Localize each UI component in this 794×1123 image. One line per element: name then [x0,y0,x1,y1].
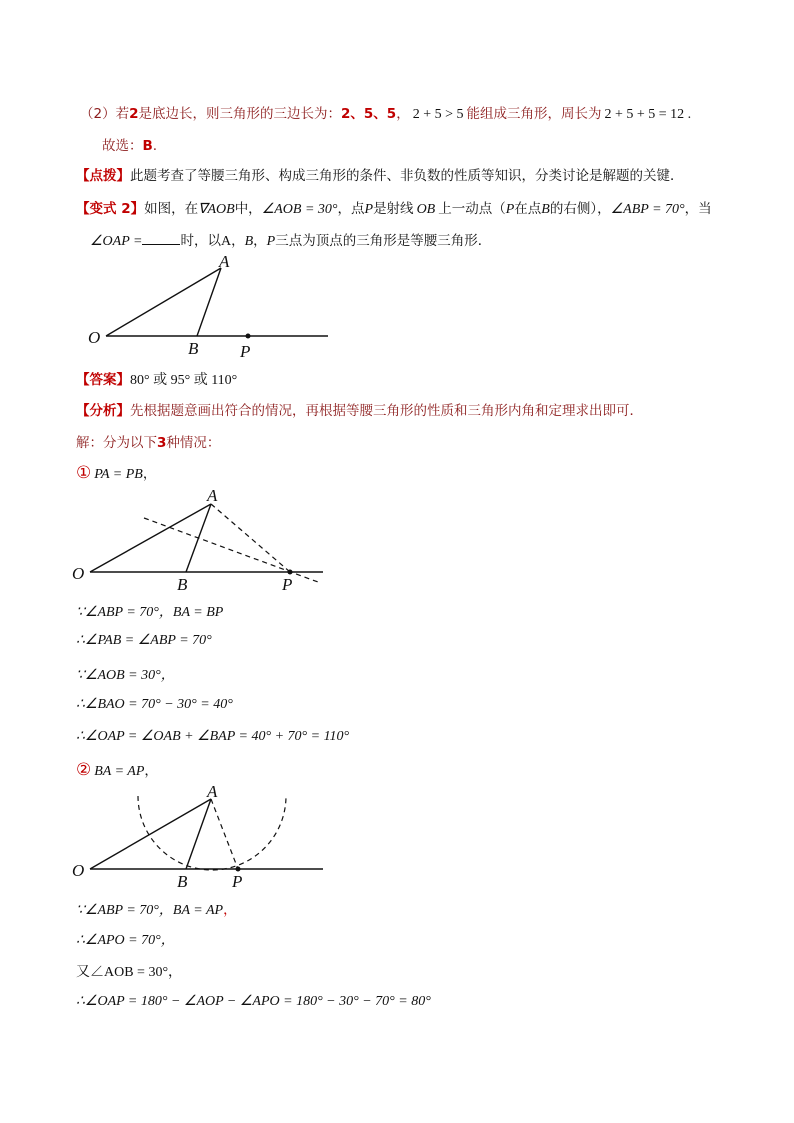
label-a: A [207,486,218,505]
text: 先根据题意画出符合的情况，再根据等腰三角形的性质和三角形内角和定理求出即可． [130,403,643,419]
text: ， [253,233,267,249]
label-b: B [177,872,188,891]
math: P [505,202,515,217]
text: 解：分为以下 [76,435,157,451]
segment-oa [106,268,221,336]
segment-ap-dashed [211,504,290,572]
label-b: B [188,339,199,358]
case-1-heading [76,462,156,483]
label-p: P [240,342,251,360]
math: 2 + 5 > 5 [412,107,464,122]
segment-oa [90,504,211,572]
label-p: P [232,872,243,891]
question-line [90,229,491,250]
text: ，当 [684,201,712,217]
text: ， [223,902,237,918]
math: ∵∠ABP = 70°，BA = AP [76,903,224,918]
text: ，点 [337,201,365,217]
answer-line [76,368,237,389]
text: 3 [157,435,167,451]
math: P [364,202,374,217]
choice-line [102,134,157,154]
math: ∠OAP = [90,234,143,249]
point-p [246,334,251,339]
label-a: A [207,782,218,801]
answer-blank [142,233,180,245]
text: ， [142,466,157,482]
step-6 [76,898,237,919]
segment-ab [186,799,211,869]
math: P [266,234,276,249]
step-2: ∴∠PAB = ∠ABP = 70° [76,633,212,648]
text: 的右侧）， [549,201,611,217]
math: OB [416,202,436,217]
label-p: P [282,575,293,594]
text: 如图，在 [144,201,199,217]
text: 2 [129,106,139,122]
text: 中， [234,201,262,217]
answer-tag: 【答案】 [76,372,130,388]
tip-tag: 【点拨】 [76,168,130,184]
text: ， [144,763,158,779]
text: 故选： [102,138,143,154]
step-4: ∴∠BAO = 70° − 30° = 40° [76,697,233,712]
label-o: O [72,861,85,880]
segment-oa [90,799,211,869]
figure-3 [68,780,330,892]
label-o: O [88,328,101,347]
label-a: A [219,252,230,271]
math: B [541,202,550,217]
point-p [236,867,241,872]
analysis-tag: 【分析】 [76,403,130,419]
math: B [244,234,254,249]
circled-number: ① [76,463,92,483]
circled-number: ② [76,760,92,780]
math: ∠AOB = 30° [261,202,338,217]
text: 能组成三角形，周长为 [466,106,602,122]
math: ∠ABP = 70° [610,202,685,217]
figure-2 [68,482,330,594]
segment-ap-dashed [211,799,238,869]
text: 是底边长，则三角形的三边长为： [138,106,341,122]
text: 时，以 [180,233,221,249]
step-1: ∵∠ABP = 70°，BA = BP [76,605,224,620]
text: ， [396,106,410,122]
step-5: ∴∠OAP = ∠OAB + ∠BAP = 40° + 70° = 110° [76,729,350,744]
text: 2、5、5 [341,106,397,122]
answer-text: 80° 或 95° 或 110° [130,373,238,388]
label-o: O [72,564,85,583]
step-3: ∵∠AOB = 30°， [76,668,175,683]
variant-tag: 【变式 2】 [76,201,145,217]
text: 在点 [514,201,542,217]
variant-line [76,197,712,218]
segment-ab [197,268,221,336]
point-p [288,570,293,575]
arc-circle [138,796,286,870]
text: 种情况： [166,435,221,451]
tip-line [76,164,684,184]
text: 此题考查了等腰三角形、构成三角形的条件、非负数的性质等知识，分类讨论是解题的关键． [130,168,684,184]
text: B [142,138,153,154]
text: . [152,138,158,154]
step-9: ∴∠OAP = 180° − ∠AOP − ∠APO = 180° − 30° − 70° = 80° [76,994,431,1009]
figure-1 [80,248,340,360]
math: A [220,234,232,249]
line-part2 [80,102,691,123]
math: BA = AP [94,764,145,779]
text: . [684,107,692,122]
text: ， [231,233,245,249]
math: PA = PB [94,467,143,482]
step-7: ∴∠APO = 70°， [76,933,175,948]
solution-intro [76,431,220,451]
step-8: 又∠AOB = 30°， [76,965,183,980]
math: ∇AOB [198,202,235,217]
case-2-heading [76,759,158,780]
math: 2 + 5 + 5 = 12 [604,107,685,122]
text: 上一动点（ [438,201,506,217]
text: 是射线 [373,201,414,217]
analysis-line [76,399,643,419]
text: （2）若 [80,106,130,122]
text: 三点为顶点的三角形是等腰三角形． [275,233,492,249]
label-b: B [177,575,188,594]
